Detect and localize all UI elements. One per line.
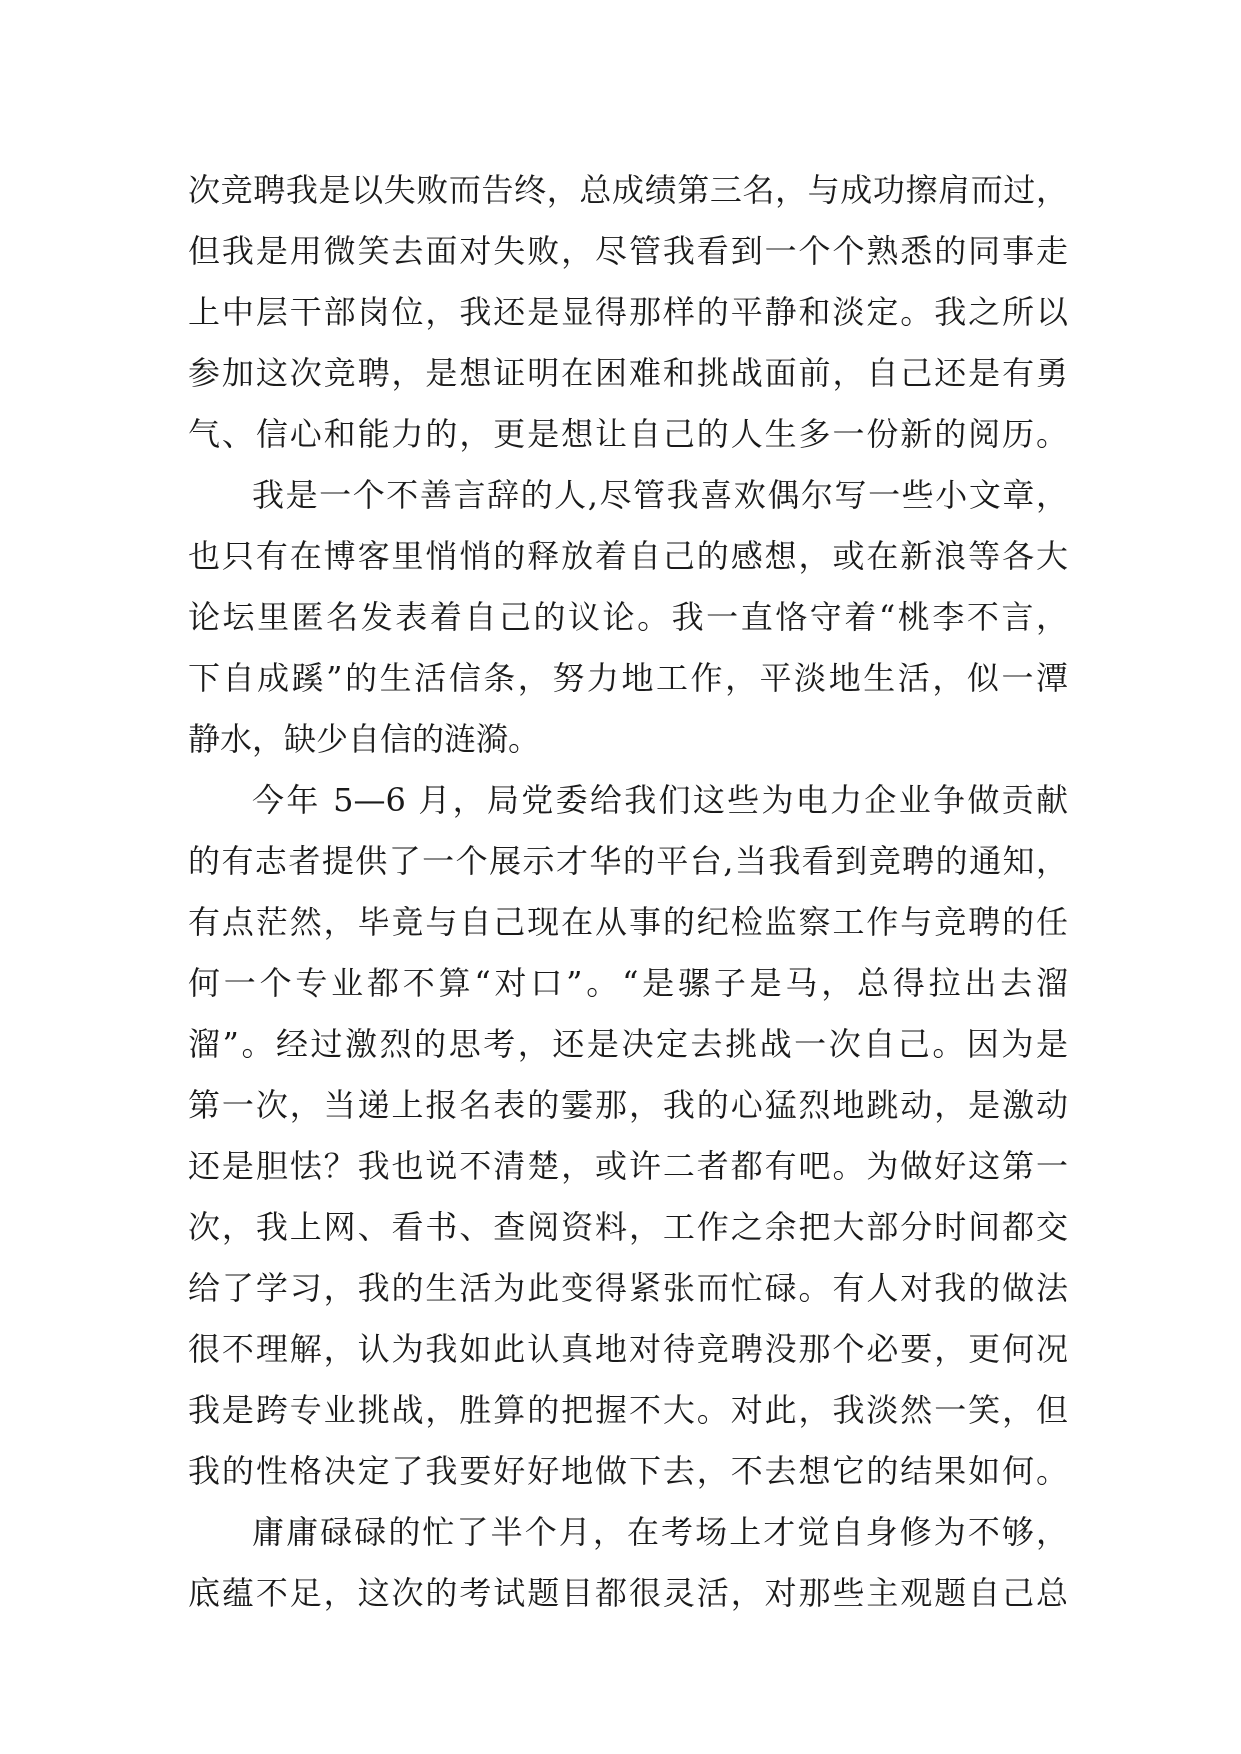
text-line: 我是一个不善言辞的人,尽管我喜欢偶尔写一些小文章， [252, 476, 1068, 514]
text-line: 上中层干部岗位，我还是显得那样的平静和淡定。我之所以 [188, 293, 1068, 331]
text-line: 气、信心和能力的，更是想让自己的人生多一份新的阅历。 [188, 415, 1068, 453]
text-line: 次，我上网、看书、查阅资料，工作之余把大部分时间都交 [188, 1208, 1068, 1246]
text-line: 今年 5—6 月，局党委给我们这些为电力企业争做贡献 [252, 781, 1068, 819]
text-line: 我是跨专业挑战，胜算的把握不大。对此，我淡然一笑，但 [188, 1391, 1068, 1429]
text-line: 静水，缺少自信的涟漪。 [188, 720, 541, 758]
text-line: 很不理解，认为我如此认真地对待竞聘没那个必要，更何况 [188, 1330, 1068, 1368]
text-line: 参加这次竞聘，是想证明在困难和挑战面前，自己还是有勇 [188, 354, 1068, 392]
body-text [188, 160, 1068, 1624]
text-line: 第一次，当递上报名表的霎那，我的心猛烈地跳动，是激动 [188, 1086, 1068, 1124]
text-line: 有点茫然，毕竟与自己现在从事的纪检监察工作与竞聘的任 [188, 903, 1068, 941]
text-line: 底蕴不足，这次的考试题目都很灵活，对那些主观题自己总 [188, 1574, 1068, 1612]
text-line: 我的性格决定了我要好好地做下去，不去想它的结果如何。 [188, 1452, 1068, 1490]
text-line: 给了学习，我的生活为此变得紧张而忙碌。有人对我的做法 [188, 1269, 1068, 1307]
text-line: 下自成蹊”的生活信条，努力地工作，平淡地生活，似一潭 [188, 659, 1068, 697]
text-line: 庸庸碌碌的忙了半个月，在考场上才觉自身修为不够， [252, 1513, 1068, 1551]
text-line: 何一个专业都不算“对口”。“是骡子是马，总得拉出去溜 [188, 964, 1068, 1002]
text-line: 的有志者提供了一个展示才华的平台,当我看到竞聘的通知， [188, 842, 1068, 880]
text-line: 但我是用微笑去面对失败，尽管我看到一个个熟悉的同事走 [188, 232, 1068, 270]
text-line: 溜”。经过激烈的思考，还是决定去挑战一次自己。因为是 [188, 1025, 1068, 1063]
text-line: 还是胆怯？我也说不清楚，或许二者都有吧。为做好这第一 [188, 1147, 1068, 1185]
text-line: 论坛里匿名发表着自己的议论。我一直恪守着“桃李不言， [188, 598, 1068, 636]
text-line: 也只有在博客里悄悄的释放着自己的感想，或在新浪等各大 [188, 537, 1068, 575]
text-line: 次竞聘我是以失败而告终，总成绩第三名，与成功擦肩而过， [188, 171, 1068, 209]
